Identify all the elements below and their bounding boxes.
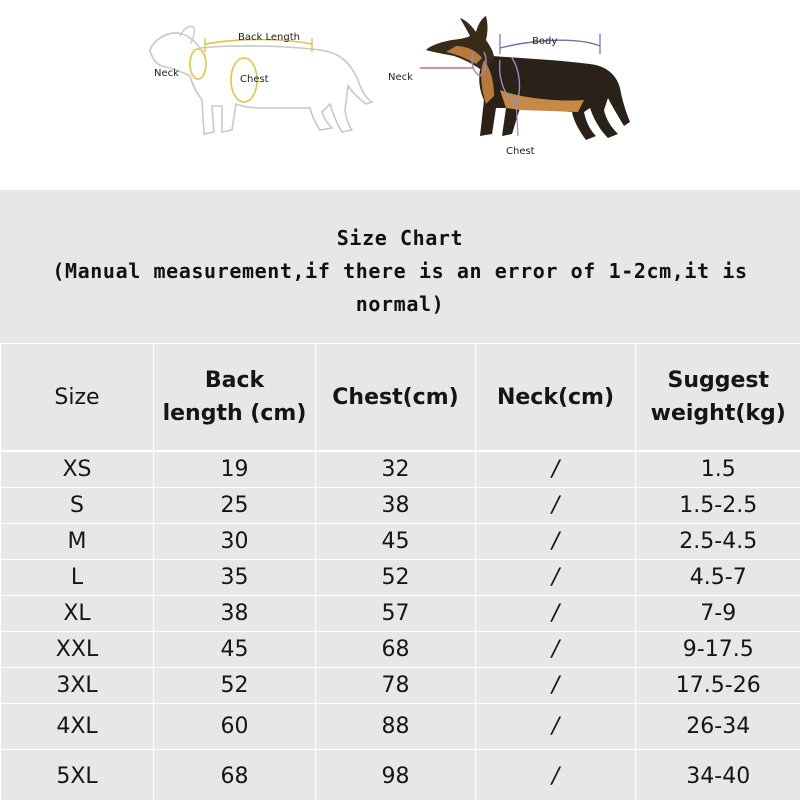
label-chest-left: Chest	[240, 74, 269, 85]
shepherd-dog-diagram	[388, 16, 630, 157]
label-neck-right: Neck	[388, 72, 413, 83]
cell-chest: 78	[316, 668, 476, 704]
cell-neck: /	[476, 451, 636, 488]
cell-chest: 38	[316, 488, 476, 524]
cell-back-length: 52	[154, 668, 316, 704]
cell-weight: 1.5	[636, 451, 800, 488]
label-body: Body	[532, 36, 558, 47]
table-row	[1, 560, 800, 596]
size-table	[0, 343, 800, 800]
cell-weight: 1.5-2.5	[636, 488, 800, 524]
cell-chest: 57	[316, 596, 476, 632]
cell-size: S	[1, 488, 154, 524]
cell-chest: 98	[316, 750, 476, 800]
cell-neck: /	[476, 488, 636, 524]
cell-back-length: 38	[154, 596, 316, 632]
header-neck: Neck(cm)	[476, 344, 636, 452]
header-back-length-line-2: length (cm)	[162, 401, 307, 426]
header-weight-line-1: Suggest	[667, 368, 770, 393]
header-size: Size	[1, 344, 154, 452]
cell-size: XS	[1, 451, 154, 488]
cell-size: 5XL	[1, 750, 154, 800]
neck-measure-loop	[190, 49, 206, 79]
cell-weight: 4.5-7	[636, 560, 800, 596]
cell-neck: /	[476, 750, 636, 800]
cell-neck: /	[476, 632, 636, 668]
cell-back-length: 45	[154, 632, 316, 668]
label-neck-left: Neck	[154, 68, 179, 79]
shepherd-body	[479, 56, 630, 140]
cell-size: XXL	[1, 632, 154, 668]
cell-back-length: 19	[154, 451, 316, 488]
cell-neck: /	[476, 596, 636, 632]
table-row	[1, 632, 800, 668]
table-row	[1, 524, 800, 560]
header-back-length	[154, 344, 316, 452]
size-chart-caption	[0, 222, 800, 321]
cell-neck: /	[476, 668, 636, 704]
label-chest-right: Chest	[506, 146, 535, 157]
caption-note-line-2: normal)	[355, 292, 445, 316]
cell-neck: /	[476, 524, 636, 560]
cell-back-length: 60	[154, 704, 316, 750]
cell-weight: 7-9	[636, 596, 800, 632]
cell-size: 3XL	[1, 668, 154, 704]
header-weight	[636, 344, 800, 452]
header-row	[1, 344, 800, 452]
cell-size: M	[1, 524, 154, 560]
cell-weight: 34-40	[636, 750, 800, 800]
header-weight-line-2: weight(kg)	[650, 401, 786, 426]
cell-neck: /	[476, 704, 636, 750]
table-row	[1, 750, 800, 800]
label-back-length: Back Length	[238, 32, 300, 43]
cell-neck: /	[476, 560, 636, 596]
cell-chest: 45	[316, 524, 476, 560]
caption-title: Size Chart	[336, 226, 464, 250]
cell-size: XL	[1, 596, 154, 632]
cell-chest: 88	[316, 704, 476, 750]
header-chest: Chest(cm)	[316, 344, 476, 452]
cell-chest: 68	[316, 632, 476, 668]
table-row	[1, 488, 800, 524]
cell-back-length: 35	[154, 560, 316, 596]
table-row	[1, 596, 800, 632]
cell-back-length: 68	[154, 750, 316, 800]
cell-back-length: 30	[154, 524, 316, 560]
cell-size: L	[1, 560, 154, 596]
measurement-illustration	[0, 0, 800, 190]
table-row	[1, 451, 800, 488]
cell-chest: 32	[316, 451, 476, 488]
cell-back-length: 25	[154, 488, 316, 524]
dog-diagrams-svg	[0, 0, 800, 190]
cell-weight: 17.5-26	[636, 668, 800, 704]
cell-weight: 2.5-4.5	[636, 524, 800, 560]
cell-weight: 9-17.5	[636, 632, 800, 668]
caption-note-line-1: (Manual measurement,if there is an error of 1-2cm,it is	[52, 259, 748, 283]
table-row	[1, 668, 800, 704]
cell-chest: 52	[316, 560, 476, 596]
cell-weight: 26-34	[636, 704, 800, 750]
table-row	[1, 704, 800, 750]
outline-dog-diagram	[150, 26, 372, 134]
header-back-length-line-1: Back	[204, 368, 265, 393]
cell-size: 4XL	[1, 704, 154, 750]
